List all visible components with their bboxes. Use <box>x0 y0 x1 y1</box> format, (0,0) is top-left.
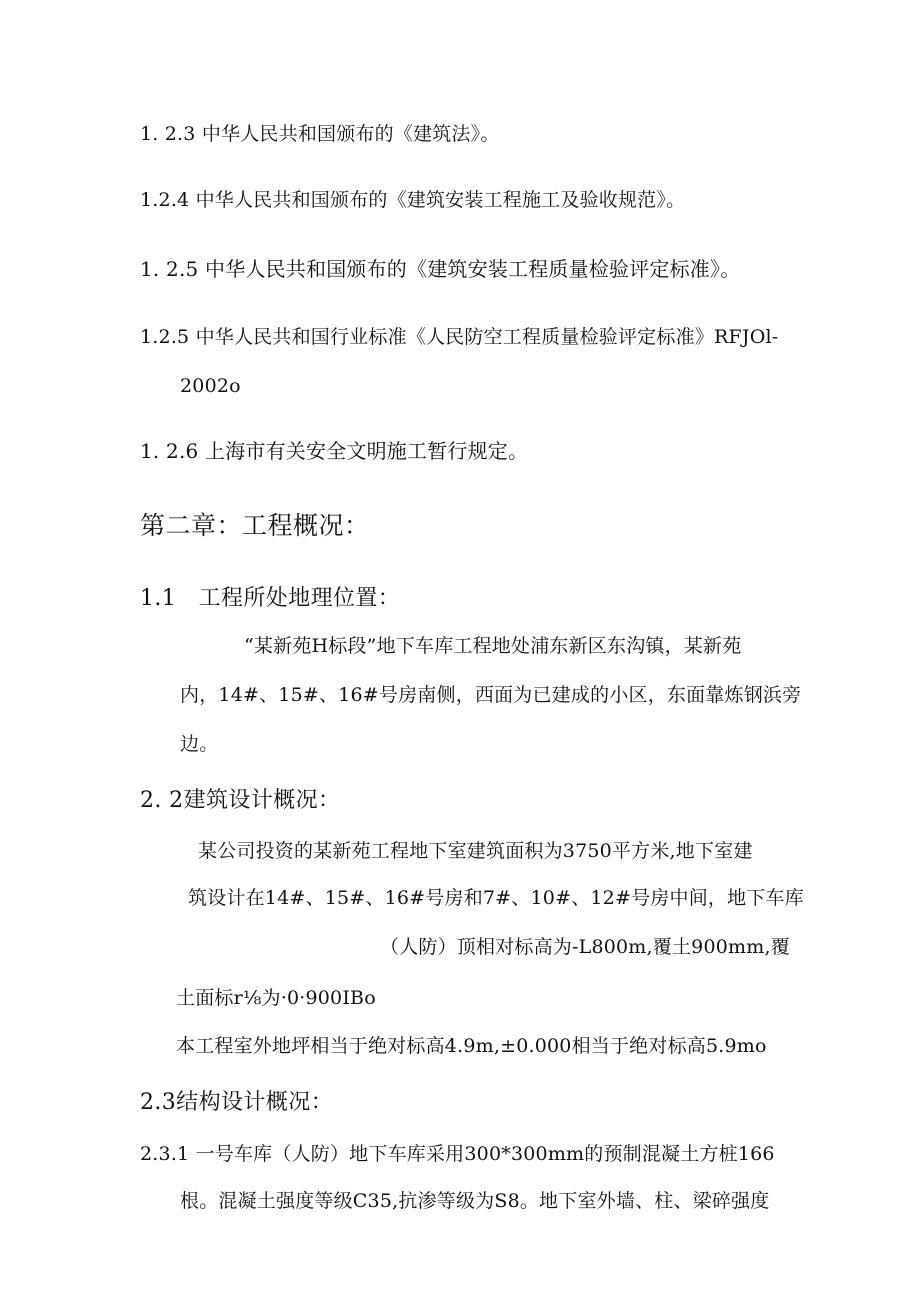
paragraph-line: 内，14#、15#、16#号房南侧，西面为已建成的小区，东面靠炼钢浜旁 <box>180 684 802 706</box>
list-item: 1. 2.5 中华人民共和国颁布的《建筑安装工程质量检验评定标准》。 <box>140 257 741 281</box>
section-heading: 2.3结构设计概况： <box>140 1090 333 1115</box>
paragraph-line: 筑设计在14#、15#、16#号房和7#、10#、12#号房中间，地下车库 <box>188 887 804 909</box>
paragraph-line: 本工程室外地坪相当于绝对标高4.9m,±0.000相当于绝对标高5.9mo <box>176 1035 767 1057</box>
paragraph-line: 土面标r⅛为·0·900IBo <box>176 987 376 1009</box>
list-item-continuation: 2002o <box>180 375 241 397</box>
list-item: 1.2.5 中华人民共和国行业标准《人民防空工程质量检验评定标准》RFJOl- <box>140 326 779 348</box>
paragraph-line: （人防）顶相对标高为-L800m,覆土900mm,覆 <box>380 936 790 958</box>
paragraph-line: “某新苑H标段”地下车库工程地处浦东新区东沟镇，某新苑 <box>244 635 742 657</box>
list-item: 1.2.4 中华人民共和国颁布的《建筑安装工程施工及验收规范》。 <box>140 189 686 211</box>
section-heading: 1.1 工程所处地理位置： <box>140 586 401 611</box>
paragraph-line: 2.3.1 一号车库（人防）地下车库采用300*300mm的预制混凝土方桩166 <box>140 1143 775 1165</box>
section-heading: 2. 2建筑设计概况： <box>140 788 341 813</box>
list-item: 1. 2.3 中华人民共和国颁布的《建筑法》。 <box>140 123 500 145</box>
paragraph-line: 边。 <box>180 733 219 755</box>
paragraph-line: 根。混凝土强度等级C35,抗渗等级为S8。地下室外墙、柱、梁碎强度 <box>180 1190 770 1212</box>
list-item: 1. 2.6 上海市有关安全文明施工暂行规定。 <box>140 439 529 463</box>
paragraph-line: 某公司投资的某新苑工程地下室建筑面积为3750平方米,地下室建 <box>198 840 753 862</box>
chapter-title: 第二章：工程概况： <box>140 511 370 540</box>
